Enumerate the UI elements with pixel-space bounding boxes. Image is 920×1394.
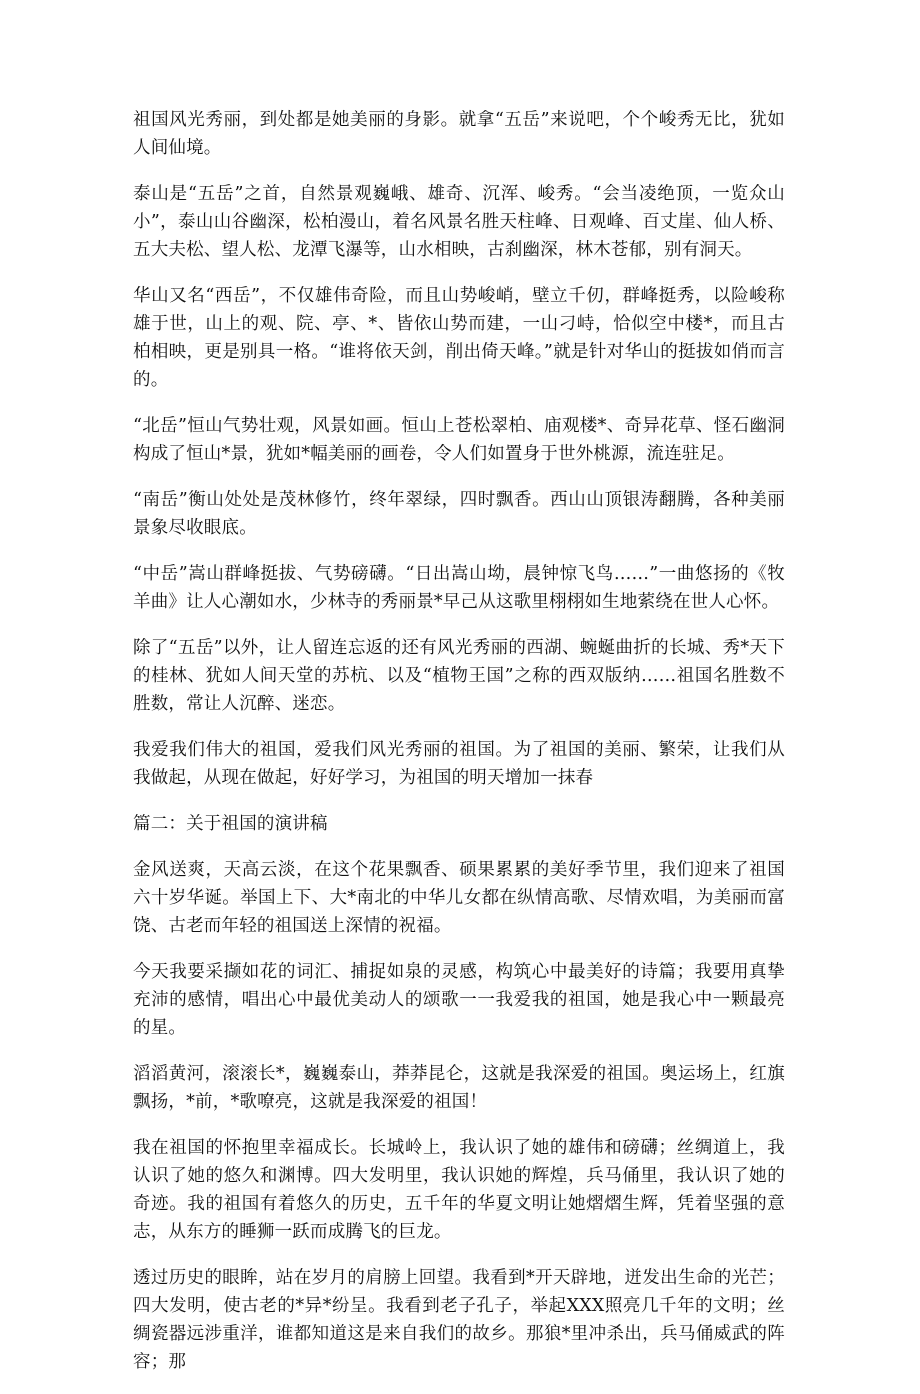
paragraph-songshan: “中岳”嵩山群峰挺拔、气势磅礴。“日出嵩山坳，晨钟惊飞鸟……”一曲悠扬的《牧羊曲》让人心潮如水，少林寺的秀丽景*早己从这歌里栩栩如生地萦绕在世人心怀。 [133,564,785,612]
paragraph-history: 透过历史的眼眸，站在岁月的肩膀上回望。我看到*开天辟地，迸发出生命的光芒；四大发明，使古老的*异*纷呈。我看到老子孔子，举起XXX照亮几千年的文明；丝绸瓷器远涉重洋，谁都知道这是来自我们的故乡。那狼*里冲杀出，兵马俑威武的阵容；那 [133,1268,785,1372]
paragraph-rivers: 滔滔黄河，滚滚长*，巍巍泰山，莽莽昆仑，这就是我深爱的祖国。奥运场上，红旗飘扬，*前，*歌嘹亮，这就是我深爱的祖国！ [133,1064,785,1112]
paragraph-conclusion: 我爱我们伟大的祖国，爱我们风光秀丽的祖国。为了祖国的美丽、繁荣，让我们从我做起，从现在做起，好好学习，为祖国的明天增加一抹春 [133,740,785,788]
paragraph-taishan: 泰山是“五岳”之首，自然景观巍峨、雄奇、沉浑、峻秀。“会当凌绝顶，一览众山小”，泰山山谷幽深，松柏漫山，着名风景名胜天柱峰、日观峰、百丈崖、仙人桥、五大夫松、望人松、龙潭飞瀑等，山水相映，古刹幽深，林木苍郁，别有洞天。 [133,184,785,260]
paragraph-hengshan-south: “南岳”衡山处处是茂林修竹，终年翠绿，四时飘香。西山山顶银涛翻腾，各种美丽景象尽收眼底。 [133,490,785,538]
paragraph-anniversary: 金风送爽，天高云淡，在这个花果飘香、硕果累累的美好季节里，我们迎来了祖国六十岁华诞。举国上下、大*南北的中华儿女都在纵情高歌、尽情欢唱，为美丽而富饶、古老而年轻的祖国送上深情的祝福。 [133,860,785,936]
paragraph-huashan: 华山又名“西岳”，不仅雄伟奇险，而且山势峻峭，壁立千仞，群峰挺秀，以险峻称雄于世，山上的观、院、亭、*、皆依山势而建，一山刁峙，恰似空中楼*，而且古柏相映，更是别具一格。“谁将依天剑，削出倚天峰。”就是针对华山的挺拔如俏而言的。 [133,286,785,390]
paragraph-growth: 我在祖国的怀抱里幸福成长。长城岭上，我认识了她的雄伟和磅礴；丝绸道上，我认识了她的悠久和渊博。四大发明里，我认识她的辉煌，兵马俑里，我认识了她的奇迹。我的祖国有着悠久的历史，五千年的华夏文明让她熠熠生辉，凭着坚强的意志，从东方的睡狮一跃而成腾飞的巨龙。 [133,1138,785,1242]
section-heading: 篇二：关于祖国的演讲稿 [133,814,328,834]
paragraph-hengshan-north: “北岳”恒山气势壮观，风景如画。恒山上苍松翠柏、庙观楼*、奇异花草、怪石幽洞构成了恒山*景，犹如*幅美丽的画卷，令人们如置身于世外桃源，流连驻足。 [133,416,785,464]
paragraph-intro: 祖国风光秀丽，到处都是她美丽的身影。就拿“五岳”来说吧，个个峻秀无比，犹如人间仙境。 [133,110,785,158]
paragraph-poem: 今天我要采撷如花的词汇、捕捉如泉的灵感，构筑心中最美好的诗篇；我要用真挚充沛的感情，唱出心中最优美动人的颂歌一一我爱我的祖国，她是我心中一颗最亮的星。 [133,962,785,1038]
paragraph-scenery: 除了“五岳”以外，让人留连忘返的还有风光秀丽的西湖、蜿蜒曲折的长城、秀*天下的桂林、犹如人间天堂的苏杭、以及“植物王国”之称的西双版纳……祖国名胜数不胜数，常让人沉醉、迷恋。 [133,638,785,714]
document-body [133,106,785,1394]
